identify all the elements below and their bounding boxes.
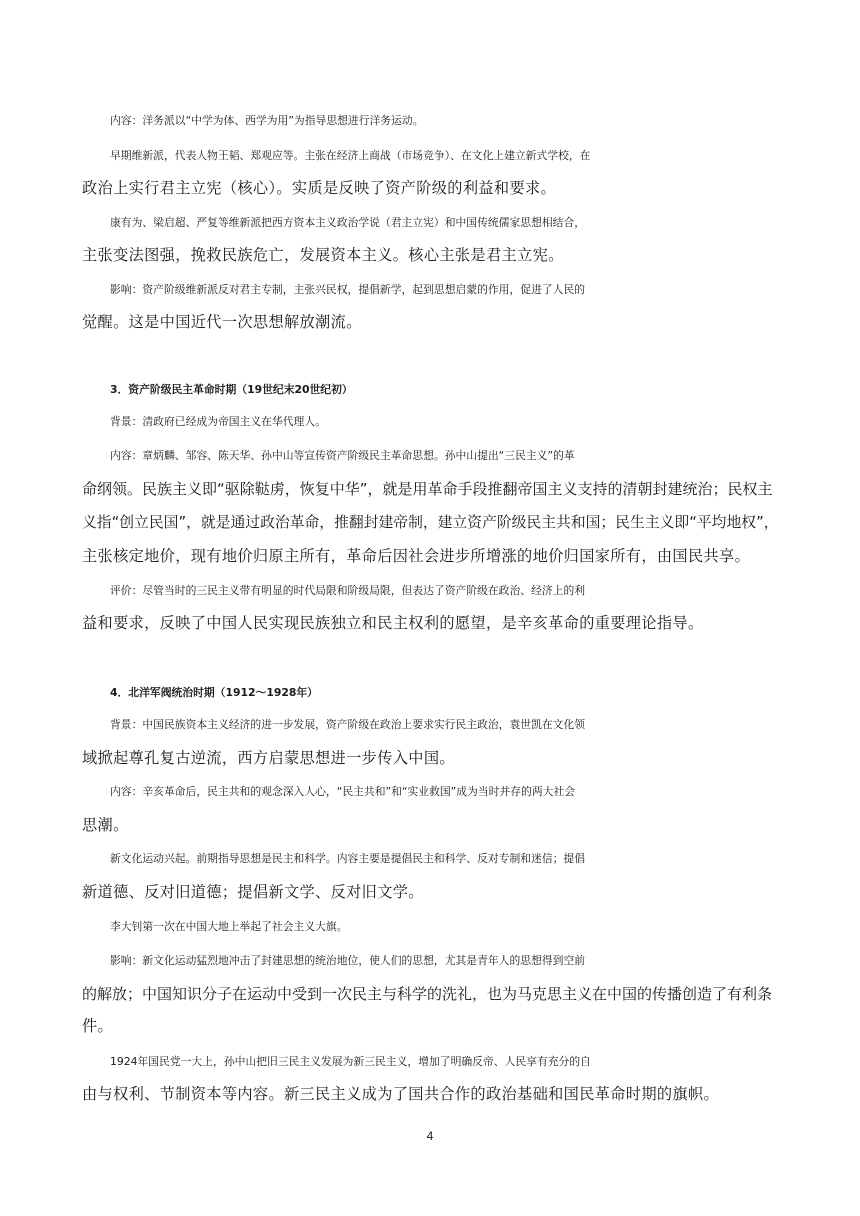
paragraph-line: 由与权利、节制资本等内容。新三民主义成为了国共合作的政治基础和国民革命时期的旗帜。	[82, 1085, 720, 1103]
paragraph-line: 背景：中国民族资本主义经济的进一步发展，资产阶级在政治上要求实行民主政治，袁世凯在文化领	[110, 718, 586, 731]
paragraph-line: 评价：尽管当时的三民主义带有明显的时代局限和阶级局限，但表达了资产阶级在政治、经济上的利	[110, 584, 586, 597]
paragraph-line: 件。	[82, 1017, 114, 1035]
section-heading: 3．资产阶级民主革命时期（19世纪末20世纪初）	[110, 383, 353, 396]
paragraph-line: 李大钊第一次在中国大地上举起了社会主义大旗。	[110, 920, 348, 933]
page-number: 4	[426, 1129, 434, 1143]
section-heading: 4．北洋军阀统治时期（1912～1928年）	[110, 686, 318, 699]
paragraph-line: 康有为、梁启超、严复等维新派把西方资本主义政治学说（君主立宪）和中国传统儒家思想相结合，	[110, 216, 586, 229]
paragraph-line: 域掀起尊孔复古逆流，西方启蒙思想进一步传入中国。	[82, 749, 455, 767]
paragraph-line: 1924年国民党一大上，孙中山把旧三民主义发展为新三民主义，增加了明确反帝、人民享有充分的自	[110, 1055, 591, 1068]
paragraph-line: 内容：章炳麟、邹容、陈天华、孙中山等宣传资产阶级民主革命思想。孙中山提出“三民主义”的革	[110, 449, 575, 462]
paragraph-line: 影响：新文化运动猛烈地冲击了封建思想的统治地位，使人们的思想，尤其是青年人的思想得到空前	[110, 954, 586, 967]
paragraph-line: 主张核定地价，现有地价归原主所有，革命后因社会进步所增涨的地价归国家所有，由国民共享。	[82, 547, 751, 565]
paragraph-line: 新道德、反对旧道德；提倡新文学、反对旧文学。	[82, 883, 424, 901]
paragraph-line: 的解放；中国知识分子在运动中受到一次民主与科学的洗礼，也为马克思主义在中国的传播创造了有利条	[82, 985, 773, 1003]
paragraph-line: 义指“创立民国”，就是通过政治革命，推翻封建帝制，建立资产阶级民主共和国；民生主义即“平均地权”，	[82, 514, 779, 531]
paragraph-line: 命纲领。民族主义即“驱除鞑虏，恢复中华”，就是用革命手段推翻帝国主义支持的清朝封建统治；民权主	[82, 480, 773, 498]
paragraph-line: 背景：清政府已经成为帝国主义在华代理人。	[110, 415, 326, 428]
paragraph-line: 早期维新派，代表人物王韬、郑观应等。主张在经济上商战（市场竞争）、在文化上建立新式学校，在	[110, 149, 591, 162]
paragraph-line: 主张变法图强，挽救民族危亡，发展资本主义。核心主张是君主立宪。	[82, 246, 564, 264]
paragraph-line: 觉醒。这是中国近代一次思想解放潮流。	[82, 313, 362, 331]
paragraph-line: 政治上实行君主立宪（核心）。实质是反映了资产阶级的利益和要求。	[82, 179, 557, 197]
paragraph-line: 影响：资产阶级维新派反对君主专制，主张兴民权，提倡新学，起到思想启蒙的作用，促进了人民的	[110, 283, 586, 296]
paragraph-line: 内容：洋务派以“中学为体、西学为用”为指导思想进行洋务运动。	[110, 114, 424, 127]
paragraph-line: 新文化运动兴起。前期指导思想是民主和科学。内容主要是提倡民主和科学、反对专制和迷信；提倡	[110, 852, 586, 865]
paragraph-line: 益和要求，反映了中国人民实现民族独立和民主权利的愿望，是辛亥革命的重要理论指导。	[82, 614, 704, 632]
paragraph-line: 思潮。	[82, 816, 129, 834]
paragraph-line: 内容：辛亥革命后，民主共和的观念深入人心，“民主共和”和“实业救国”成为当时并存的两大社会	[110, 785, 576, 798]
